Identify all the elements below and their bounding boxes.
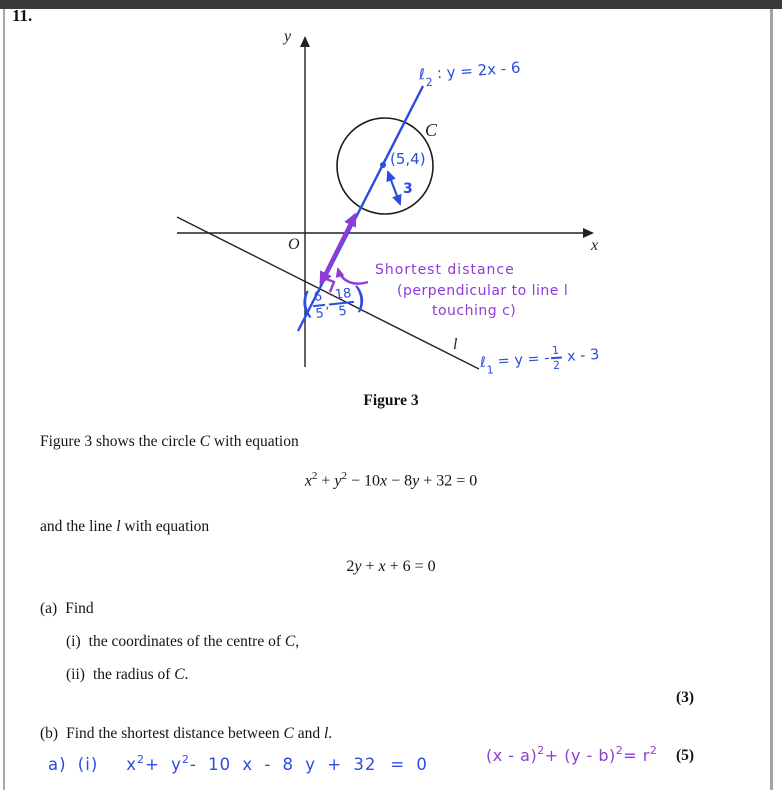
paragraph-circle-equation: Figure 3 shows the circle C with equation [40,433,299,450]
x-axis-label: x [591,237,599,254]
circle-centre-dot [380,162,386,168]
annotation-note-line3: touching c) [432,303,517,319]
part-a-item-i: (i) the coordinates of the centre of C, [66,633,300,650]
line-l-label: l [453,336,458,353]
annotation-foot-point [299,280,368,325]
open-paren: ( [299,286,315,323]
annotation-note-line2: (perpendicular to line l [397,283,569,299]
marks-part-a: (3) [676,689,695,706]
marks-part-b: (5) [676,747,695,764]
fraction-6-5: $\frac{6}{5}$ [313,289,325,323]
part-a-item-ii: (ii) the radius of C. [66,666,189,683]
origin-label: O [288,236,300,253]
annotation-centre-point: (5,4) [390,150,426,168]
line-equation: 2y + x + 6 = 0 [346,558,436,575]
annotation-l1-equation: ℓ$_1$ = y = - $\frac{1}{2}$ x - 3 [479,343,600,377]
radius-arrow [388,172,400,204]
part-b: (b) Find the shortest distance between C and l. [40,725,333,742]
figure-caption: Figure 3 [363,392,419,409]
part-a: (a) Find [40,600,94,617]
figure-3-diagram [0,0,660,392]
fraction-neg18-5: $\frac{-18}{5}$ [328,287,356,319]
annotation-l2-equation: ℓ$_2$ : y = 2x - 6 [418,58,522,90]
paragraph-line-equation: and the line l with equation [40,518,210,535]
shortest-distance-arrow [321,215,355,283]
comma: , [324,297,330,313]
student-formula-note: $(x - a)^2+ (y - b)^2= r^2$ [486,744,658,765]
annotation-note-line1: Shortest distance [375,262,515,278]
y-axis-label: y [284,28,292,45]
annotation-radius-value: 3 [403,181,413,197]
circle-c-label: C [425,120,438,140]
question-number: 11. [12,6,33,25]
circle-equation: $x^2 + y^2 - 10x - 8y + 32 = 0$ [304,470,478,490]
student-working-line: a) (i) $x^2+ y^2-$ 10 x - 8 y + 32 = 0 [48,753,428,774]
close-paren: ) [352,280,368,317]
